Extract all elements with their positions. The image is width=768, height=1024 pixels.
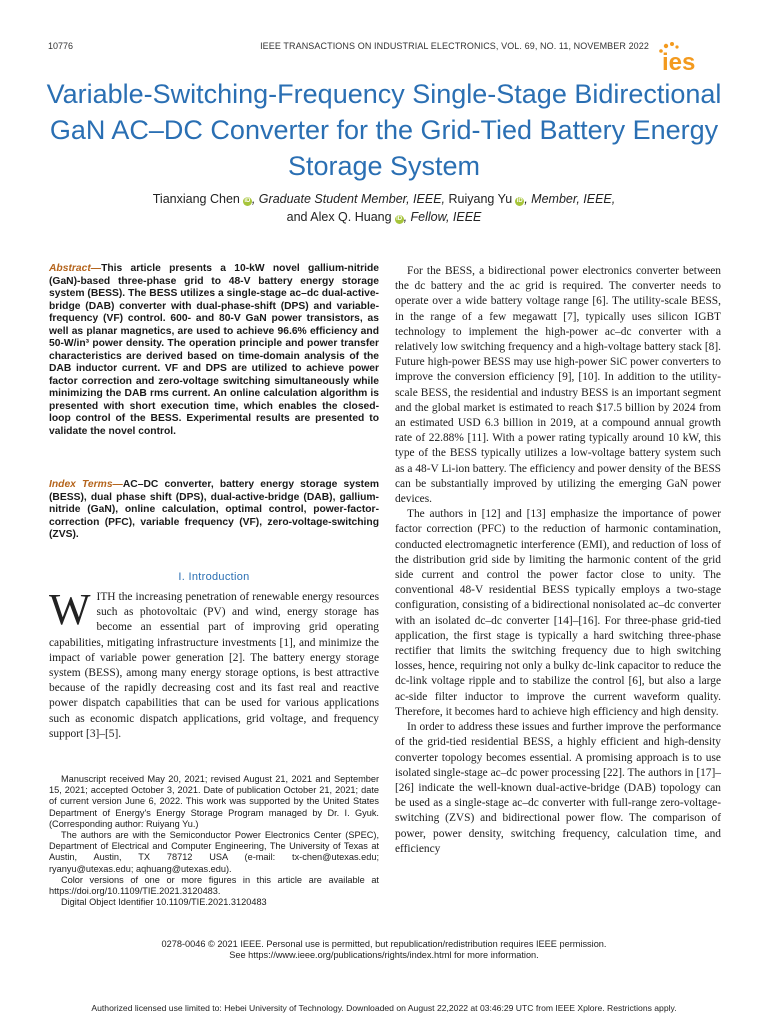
author-role: , Member, IEEE, bbox=[524, 192, 616, 206]
body-paragraph: For the BESS, a bidirectional power electronics converter between the dc battery and the ac grid is required. The converter needs to operate over a wide battery voltage range [6]. The utility-scale BESS, in the range of a few megawatt [7], typically uses silicon IGBT technology to implement the high-power ac–dc converter with a relatively low switching frequency and a high-voltage battery stack [8]. Future high-power BESS may use high-power SiC power converters to improve the conversion efficiency [9], [10]. In addition to the utility-scale BESS, the residential and industry BESS is an important segment and the global market is estimated to reach $17.5 billion by 2024 from an estimated USD 6.3 billion in 2019, at a compound annual growth rate of 22.88% [11]. With a power rating typically around 10 kW, this type of the BESS typically utilizes a low-voltage battery system such as a 48-V Li-ion battery. The efficiency and power density of the BESS can be substantially improved by utilizing the emerging GaN power devices. bbox=[395, 265, 721, 506]
page-number: 10776 bbox=[48, 41, 74, 51]
index-terms bbox=[49, 479, 379, 542]
author-list bbox=[60, 190, 708, 226]
abstract bbox=[49, 263, 379, 438]
index-terms-body: AC–DC converter, battery energy storage system (BESS), dual phase shift (DPS), dual-active-bridge (DAB), gallium-nitride (GaN), online calculation, optimal control, power-factor-correction (PFC), variable frequency (VF), zero-voltage-switching (ZVS). bbox=[49, 479, 379, 540]
orcid-icon[interactable]: iD bbox=[516, 198, 523, 204]
orcid-icon[interactable]: iD bbox=[244, 198, 251, 204]
author-name: and Alex Q. Huang bbox=[286, 210, 392, 224]
drop-cap: W bbox=[49, 585, 91, 634]
intro-paragraph bbox=[49, 585, 379, 742]
copyright-link[interactable]: See https://www.ieee.org/publications/rights/index.html for more information. bbox=[229, 950, 539, 960]
author-name: Ruiyang Yu bbox=[445, 192, 513, 206]
right-column bbox=[395, 264, 721, 857]
author-name: Tianxiang Chen bbox=[152, 192, 240, 206]
orcid-icon[interactable]: iD bbox=[396, 216, 403, 222]
ies-logo-text: ies bbox=[662, 49, 696, 76]
footnote-doi: Digital Object Identifier 10.1109/TIE.2021.3120483 bbox=[61, 897, 267, 908]
author-role: , Fellow, IEEE bbox=[403, 210, 482, 224]
author-role: , Graduate Student Member, IEEE, bbox=[251, 192, 446, 206]
body-paragraph: The authors in [12] and [13] emphasize the importance of power factor correction (PFC) to the reduction of harmonic contamination, conducted electromagnetic interference (EMI), and reduction of loss of the distribution grid side by limiting the harmonic content of the grid side current and control the power factor close to unity. The conventional 48-V residential BESS typically employs a two-stage configuration, consisting of a bidirectional nonisolated ac–dc converter with an isolated dc–dc converter [14]–[16]. For three-phase grid-tied application, the first stage is typically a hard switching three-phase rectifier that limits the switching frequency due to high switching losses, hence, requiring not only a bulky dc-link capacitor to reduce the dc-link voltage ripple and to stabilize the control [6], but also a large ac-side filter inductor to improve the current waveform quality. Therefore, it becomes hard to achieve high efficiency and high density. bbox=[395, 508, 721, 718]
license-notice: Authorized licensed use limited to: Hebei University of Technology. Downloaded on August 22,2022 at 03:46:29 UTC from IEEE Xplore. Restrictions apply. bbox=[91, 1003, 677, 1013]
footnote-affiliation: The authors are with the Semiconductor Power Electronics Center (SPEC), Department of Electrical and Computer Engineering, The University of Texas at Austin, Austin, TX 78712 USA (e-mail: tx-chen@utexas.edu; ryanyu@utexas.edu; aqhuang@utexas.edu). bbox=[49, 830, 379, 874]
journal-header: IEEE TRANSACTIONS ON INDUSTRIAL ELECTRONICS, VOL. 69, NO. 11, NOVEMBER 2022 bbox=[260, 41, 649, 51]
copyright-line: 0278-0046 © 2021 IEEE. Personal use is permitted, but republication/redistribution requires IEEE permission. bbox=[161, 939, 607, 949]
intro-text: ITH the increasing penetration of renewable energy resources such as photovoltaic (PV) and wind, energy storage has become an essential part of improving grid operating capabilities, mitigating infrastructure investments [1], and minimize the impact of variable power generation [2]. The battery energy storage system (BESS), among many energy storage options, is best attractive because of the rapidly decreasing cost and its fast real and reactive power dispatch capabilities that can be used for various applications such as economic dispatch applications, grid voltage, and frequency support [3]–[5]. bbox=[49, 591, 379, 740]
abstract-body: This article presents a 10-kW novel gallium-nitride (GaN)-based three-phase grid to 48-V battery energy storage system (BESS). The BESS utilizes a single-stage ac–dc dual-active-bridge (DAB) converter with dual-phase-shift (DPS) and variable-frequency (VF) control. 600- and 80-V GaN power transistors, as well as planar magnetics, are used to achieve 96.6% efficiency and 50-W/in³ power density. The operation principle and power transfer characteristics are derived based on time-domain analysis of the DAB inductor current. VF and DPS are utilized to achieve power factor correction and zero-voltage switching simultaneously while minimizing the DAB rms current. An online calculation algorithm is presented with short execution time, which enables the closed-loop control of the BESS. Experimental results are presented to validate the novel control. bbox=[49, 263, 379, 437]
abstract-lead: Abstract— bbox=[49, 263, 102, 274]
paper-title: Variable-Switching-Frequency Single-Stage Bidirectional GaN AC–DC Converter for the Grid-Tied Battery Energy Storage System bbox=[46, 79, 722, 181]
index-terms-lead: Index Terms— bbox=[49, 479, 123, 490]
footnote bbox=[49, 774, 379, 908]
ies-logo bbox=[658, 40, 720, 76]
copyright-notice bbox=[60, 939, 708, 961]
body-paragraph: In order to address these issues and further improve the performance of the grid-tied residential BESS, a highly efficient and high-density converter topology becomes essential. A promising approach is to use isolated single-stage ac–dc power processing [22]. The authors in [17]–[26] indicate the well-known dual-active-bridge (DAB) topology can be used as a single-stage ac–dc converter with full-range zero-voltage-switching (ZVS) and bidirectional power flow. The comparison of power, power density, switching frequency, calculation time, and efficiency bbox=[395, 721, 721, 855]
footnote-manuscript: Manuscript received May 20, 2021; revised August 21, 2021 and September 15, 2021; accepted October 3, 2021. Date of publication October 21, 2021; date of current version June 6, 2022. This work was supported by the United States Department of Energy's Energy Storage Program managed by Dr. I. Gyuk. (Corresponding author: Ruiyang Yu.) bbox=[49, 774, 379, 829]
footnote-color: Color versions of one or more figures in this article are available at https://doi.org/10.1109/TIE.2021.3120483. bbox=[49, 874, 379, 897]
section-heading: I. Introduction bbox=[178, 571, 250, 583]
